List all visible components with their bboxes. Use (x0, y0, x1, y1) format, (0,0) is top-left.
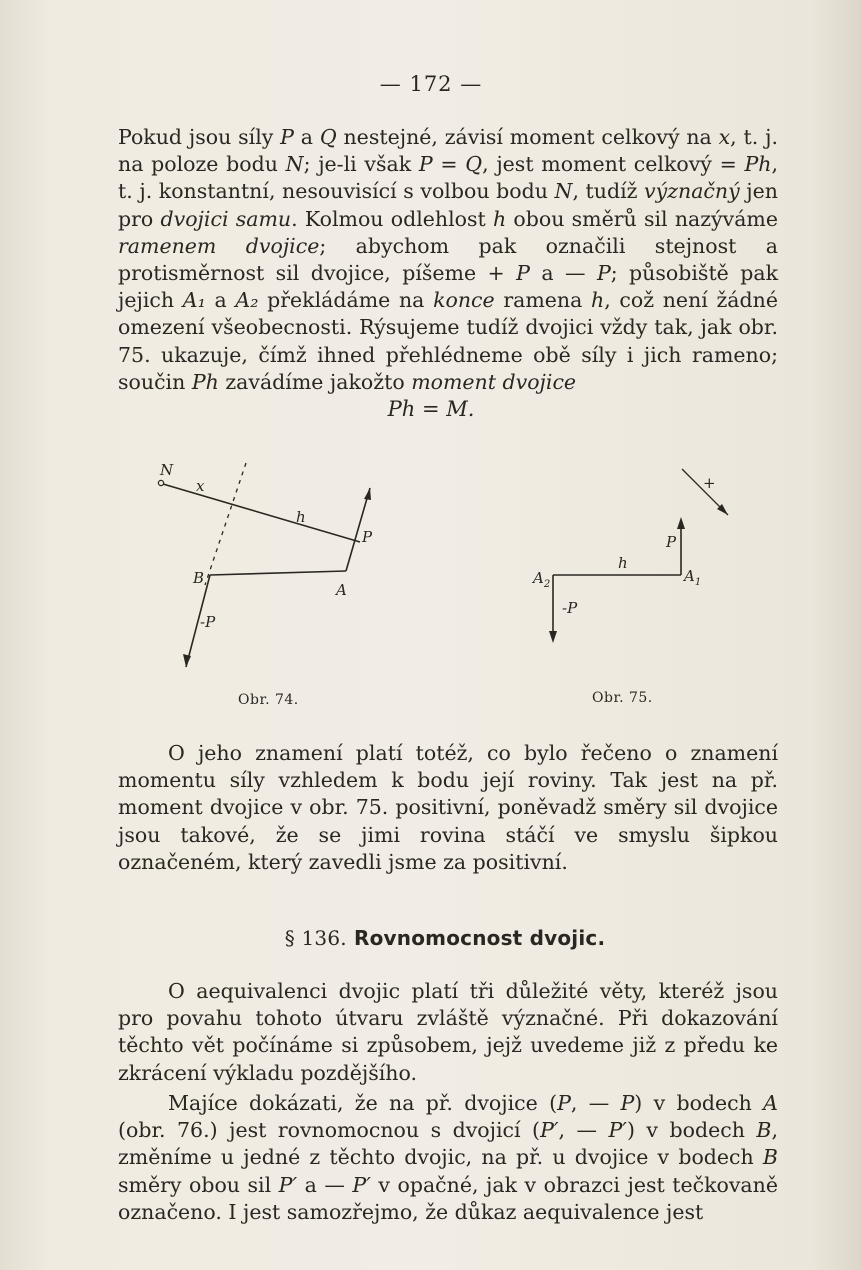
fig74-caption: Obr. 74. (238, 692, 299, 708)
section-heading (0, 926, 862, 950)
fig75-label-h: h (618, 554, 628, 572)
fig74-label-B: B (193, 569, 205, 587)
fig74-label-A: A (336, 581, 347, 599)
figure-74 (150, 455, 410, 685)
paragraph-2: O jeho znamení platí totéž, co bylo řečeno o znamení momentu síly vzhledem k bodu její roviny. Tak jest na př. moment dvojice v obr. 75. positivní, poněvadž směry sil dvojice jsou takové, že se jimi rovina stáčí ve smyslu šipkou označeném, který zavedli jsme za positivní. (118, 741, 778, 874)
fig75-label-A1: $A_1$ (684, 567, 702, 588)
section-number: § 136. (284, 926, 347, 950)
fig74-label-minus-P: -P (200, 613, 216, 631)
equation: Ph = M. (387, 397, 475, 421)
figure-75 (520, 455, 740, 655)
fig75-label-minus-P: -P (562, 599, 578, 617)
fig75-label-plus: + (703, 474, 716, 492)
fig75-label-A2: $A_2$ (533, 569, 551, 590)
paragraph-1: Pokud jsou síly P a Q nestejné, závisí moment celkový na x, t. j. na poloze bodu N; je-li však P = Q, jest moment celkový = Ph, t. j. konstantní, nesouvisící s volbou bodu N, tudíž význačný jen pro dvojici samu. Kolmou odlehlost h obou směrů sil nazýváme ramenem dvojice; abychom pak označili stejnost a protisměrnost sil dvojice, píšeme + P a — P; působiště pak jejich A₁ a A₂ překládáme na konce ramena h, což není žádné omezení všeobecnosti. Rýsujeme tudíž dvojici vždy tak, jak obr. 75. ukazuje, čímž ihned přehlédneme obě síly i jich rameno; součin Ph zavádíme jakožto moment dvojice (118, 125, 779, 394)
section-title: Rovnomocnost dvojic. (354, 926, 606, 950)
fig75-caption: Obr. 75. (592, 690, 653, 706)
fig74-label-x: x (196, 477, 205, 495)
page-number: — 172 — (379, 72, 483, 96)
fig74-label-h: h (296, 508, 306, 526)
fig75-label-P: P (666, 533, 677, 551)
paragraph-3: O aequivalenci dvojic platí tři důležité věty, kteréž jsou pro povahu tohoto útvaru zvláště význačné. Při dokazování těchto vět počínáme si způsobem, jejž uvedeme již z předu ke zkrácení výkladu pozdějšího. (118, 979, 778, 1085)
paragraph-4: Majíce dokázati, že na př. dvojice (P, — P) v bodech A (obr. 76.) jest rovnomocnou s dvojicí (P′, — P′) v bodech B, změníme u jedné z těchto dvojic, na př. u dvojice v bodech B směry obou sil P′ a — P′ v opačné, jak v obrazci jest tečkovaně označeno. I jest samozřejmo, že důkaz aequivalence jest (118, 1091, 778, 1224)
fig74-label-N: N (160, 461, 174, 479)
fig74-label-P: P (362, 528, 373, 546)
